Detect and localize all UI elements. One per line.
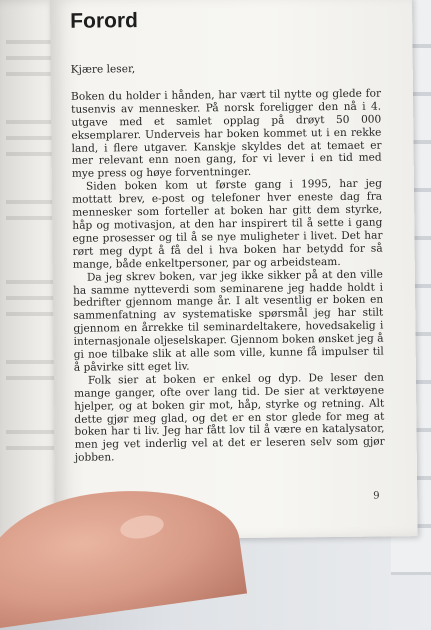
paragraph: Boken du holder i hånden, har vært til nytte og glede for tusenvis av mennesker. På norsk foreligger den nå i 4. utgave med et samlet opplag på drøyt 50 000 eksemplarer. Underveis har boken kommet ut i en rekke land, i flere utgaver. Kanskje skyldes det at temaet er mer relevant enn noen gang, for vi lever i en tid med mye press og høye forventninger.: [70, 87, 382, 181]
page-number: 9: [373, 490, 380, 502]
paragraph: Siden boken kom ut første gang i 1995, har jeg mottatt brev, e-post og telefoner hver eneste dag fra mennesker som forteller at boken har gitt dem styrke, håp og motivasjon, at den har inspirert til å sette i gang egne prosesser og til å se nye muligheter i livet. Det har rørt meg dypt å få del i hva boken har betydd for så mange, både enkeltpersoner, par og arbeidsteam.: [72, 177, 383, 271]
body-text: [71, 61, 385, 465]
salutation: Kjære leser,: [70, 63, 136, 76]
paragraph: Folk sier at boken er enkel og dyp. De leser den mange ganger, ofte over lang tid. De sier at verktøyene hjelper, og at boken gir mot, håp, styrke og retning. Alt dette gjør meg glad, og det er en stor glede for meg at boken har ti liv. Jeg har fått lov til å være en katalysator, men jeg vet inderlig vel at det er leseren selv som gjør jobben.: [74, 371, 385, 465]
book-page: [50, 0, 418, 540]
paragraph: Da jeg skrev boken, var jeg ikke sikker på at den ville ha samme nytteverdi som seminarene jeg hadde holdt i bedrifter gjennom mange år. I alt vesentlig er boken en sammenfatning av systematiske spørsmål jeg har stilt gjennom en årrekke til seminardeltakere, hovedsakelig i internasjonale oljeselskaper. Gjennom boken ønsket jeg å gi noe tilbake slik at alle som ville, kunne få impulser til å påvirke sitt eget liv.: [72, 268, 384, 374]
chapter-heading: Forord: [70, 9, 138, 33]
